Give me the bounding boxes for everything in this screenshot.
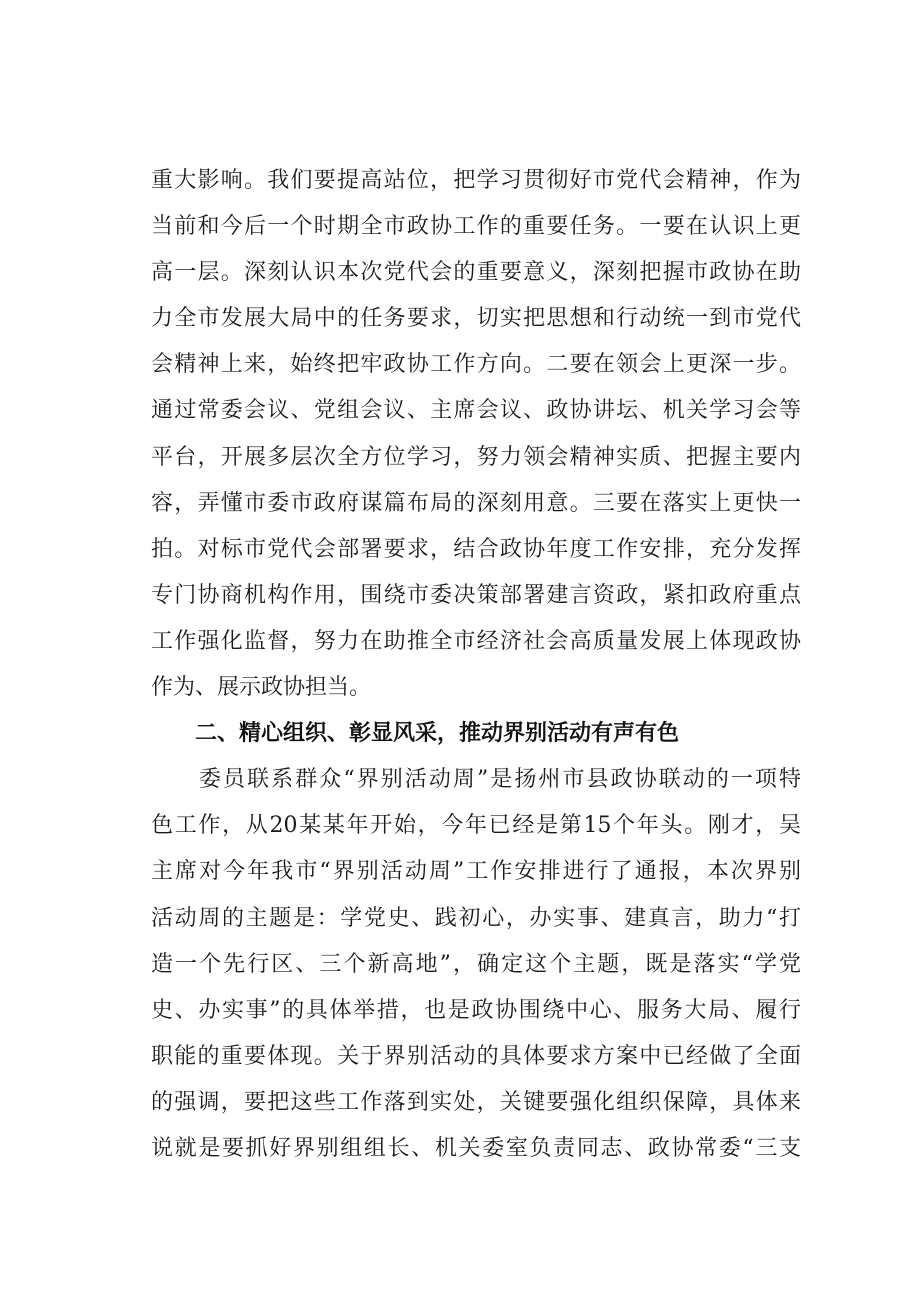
text-line: 活动周的主题是：学党史、践初心，办实事、建真言，助力“打 <box>151 905 801 931</box>
text-line: 作为、展示政协担当。 <box>151 675 372 701</box>
text-line: 主席对今年我市“界别活动周”工作安排进行了通报，本次界别 <box>151 859 801 885</box>
text-line: 史、办实事”的具体举措，也是政协围绕中心、服务大局、履行 <box>151 997 801 1023</box>
text-line: 平台，开展多层次全方位学习，努力领会精神实质、把握主要内 <box>151 444 801 470</box>
text-line: 当前和今后一个时期全市政协工作的重要任务。一要在认识上更 <box>151 214 801 240</box>
text-line: 造一个先行区、三个新高地”，确定这个主题，既是落实“学党 <box>151 951 801 977</box>
paragraph-party-congress <box>151 158 801 711</box>
text-line: 高一层。深刻认识本次党代会的重要意义，深刻把握市政协在助 <box>151 260 801 286</box>
section-heading: 二、精心组织、彰显风采，推动界别活动有声有色 <box>195 721 680 747</box>
document-body <box>151 158 801 1172</box>
text-line: 色工作，从20某某年开始，今年已经是第15个年头。刚才，吴 <box>151 813 801 839</box>
text-line: 职能的重要体现。关于界别活动的具体要求方案中已经做了全面 <box>151 1043 801 1069</box>
text-line: 会精神上来，始终把牢政协工作方向。二要在领会上更深一步。 <box>151 352 801 378</box>
text-line: 容，弄懂市委市政府谋篇布局的深刻用意。三要在落实上更快一 <box>151 490 801 516</box>
paragraph-activity-week <box>151 757 801 1172</box>
text-line: 委员联系群众“界别活动周”是扬州市县政协联动的一项特 <box>199 767 801 793</box>
text-line: 的强调，要把这些工作落到实处，关键要强化组织保障，具体来 <box>151 1089 801 1115</box>
text-line: 工作强化监督，努力在助推全市经济社会高质量发展上体现政协 <box>151 628 801 654</box>
text-line: 通过常委会议、党组会议、主席会议、政协讲坛、机关学习会等 <box>151 398 801 424</box>
text-line: 专门协商机构作用，围绕市委决策部署建言资政，紧扣政府重点 <box>151 582 801 608</box>
text-line: 力全市发展大局中的任务要求，切实把思想和行动统一到市党代 <box>151 306 801 332</box>
text-line: 重大影响。我们要提高站位，把学习贯彻好市党代会精神，作为 <box>151 168 801 193</box>
text-line: 拍。对标市党代会部署要求，结合政协年度工作安排，充分发挥 <box>151 536 801 562</box>
text-line: 说就是要抓好界别组组长、机关委室负责同志、政协常委“三支 <box>151 1135 801 1161</box>
